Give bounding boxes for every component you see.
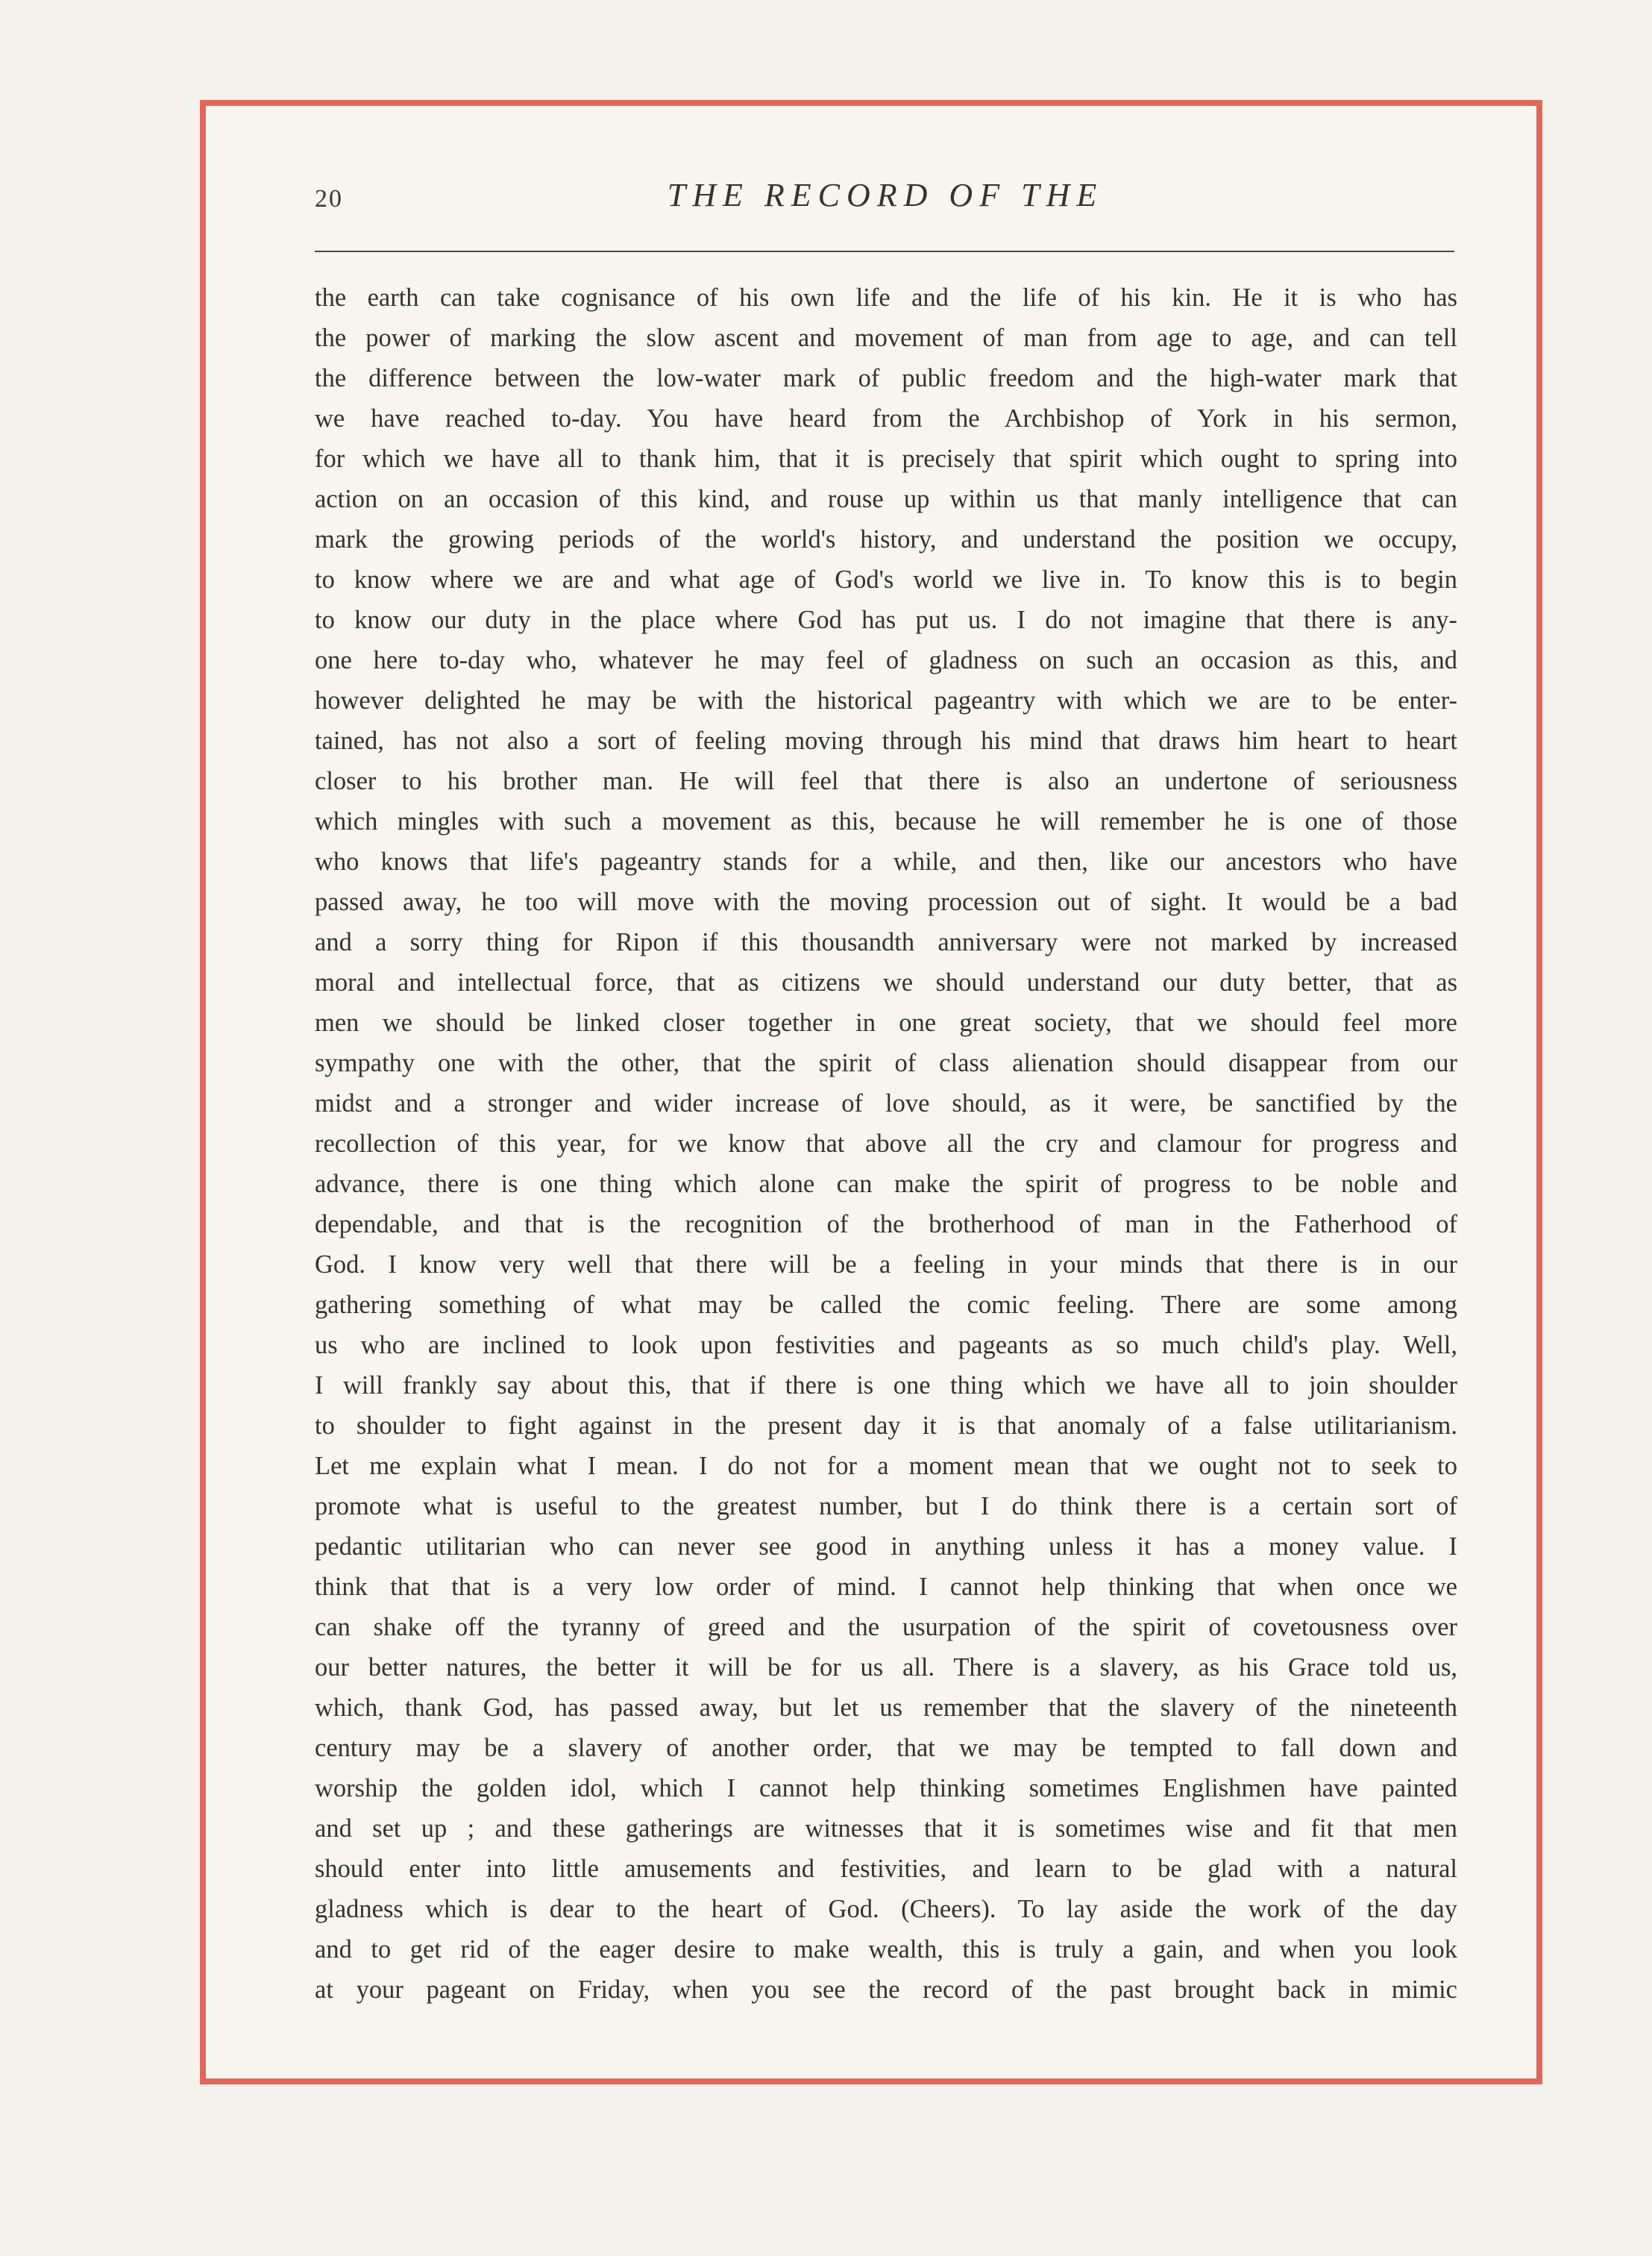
- text-line: who knows that life's pageantry stands for a while, and then, like our ancestors who have: [315, 847, 1457, 876]
- text-line: I will frankly say about this, that if there is one thing which we have all to join shoulder: [315, 1371, 1457, 1400]
- text-line: sympathy one with the other, that the spirit of class alienation should disappear from our: [315, 1049, 1457, 1077]
- text-line: action on an occasion of this kind, and rouse up within us that manly intelligence that can: [315, 485, 1457, 513]
- text-line: we have reached to-day. You have heard from the Archbishop of York in his sermon,: [315, 404, 1457, 433]
- text-line: men we should be linked closer together in one great society, that we should feel more: [315, 1009, 1457, 1037]
- text-line: worship the golden idol, which I cannot help thinking sometimes Englishmen have painted: [315, 1774, 1457, 1802]
- text-line: which, thank God, has passed away, but let us remember that the slavery of the nineteenth: [315, 1693, 1457, 1722]
- body-text: [315, 278, 1457, 2010]
- text-line: advance, there is one thing which alone can make the spirit of progress to be noble and: [315, 1170, 1457, 1198]
- text-line: should enter into little amusements and festivities, and learn to be glad with a natural: [315, 1855, 1457, 1883]
- text-line: pedantic utilitarian who can never see good in anything unless it has a money value. I: [315, 1532, 1457, 1561]
- text-line: passed away, he too will move with the moving procession out of sight. It would be a bad: [315, 888, 1457, 916]
- text-line: moral and intellectual force, that as citizens we should understand our duty better, that as: [315, 968, 1457, 997]
- text-line: recollection of this year, for we know that above all the cry and clamour for progress and: [315, 1129, 1457, 1158]
- text-line: the difference between the low-water mark of public freedom and the high-water mark that: [315, 364, 1457, 392]
- text-line: our better natures, the better it will be for us all. There is a slavery, as his Grace told us,: [315, 1653, 1457, 1682]
- text-line: tained, has not also a sort of feeling moving through his mind that draws him heart to heart: [315, 727, 1457, 755]
- text-line: at your pageant on Friday, when you see the record of the past brought back in mimic: [315, 1975, 1457, 2004]
- text-line: us who are inclined to look upon festivities and pageants as so much child's play. Well,: [315, 1331, 1457, 1359]
- text-line: to know our duty in the place where God has put us. I do not imagine that there is any-: [315, 606, 1457, 634]
- text-line: Let me explain what I mean. I do not for a moment mean that we ought not to seek to: [315, 1452, 1457, 1480]
- text-line: and to get rid of the eager desire to make wealth, this is truly a gain, and when you look: [315, 1935, 1457, 1964]
- page-header: [315, 175, 1456, 227]
- text-line: one here to-day who, whatever he may feel of gladness on such an occasion as this, and: [315, 646, 1457, 674]
- text-line: which mingles with such a movement as this, because he will remember he is one of those: [315, 807, 1457, 836]
- page-number: 20: [315, 185, 343, 213]
- text-line: for which we have all to thank him, that it is precisely that spirit which ought to spring into: [315, 445, 1457, 473]
- text-line: to know where we are and what age of God's world we live in. To know this is to begin: [315, 565, 1457, 594]
- text-line: gladness which is dear to the heart of God. (Cheers). To lay aside the work of the day: [315, 1895, 1457, 1923]
- text-line: gathering something of what may be called the comic feeling. There are some among: [315, 1291, 1457, 1319]
- text-line: God. I know very well that there will be a feeling in your minds that there is in our: [315, 1250, 1457, 1279]
- text-line: promote what is useful to the greatest number, but I do think there is a certain sort of: [315, 1492, 1457, 1520]
- text-line: dependable, and that is the recognition of the brotherhood of man in the Fatherhood of: [315, 1210, 1457, 1238]
- text-line: and a sorry thing for Ripon if this thousandth anniversary were not marked by increased: [315, 928, 1457, 956]
- text-line: midst and a stronger and wider increase of love should, as it were, be sanctified by the: [315, 1089, 1457, 1118]
- text-line: the earth can take cognisance of his own life and the life of his kin. He it is who has: [315, 283, 1457, 312]
- text-line: century may be a slavery of another order, that we may be tempted to fall down and: [315, 1734, 1457, 1762]
- text-line: mark the growing periods of the world's history, and understand the position we occupy,: [315, 525, 1457, 554]
- running-title: THE RECORD OF THE: [667, 177, 1104, 213]
- text-line: and set up ; and these gatherings are witnesses that it is sometimes wise and fit that men: [315, 1814, 1457, 1843]
- text-line: think that that is a very low order of mind. I cannot help thinking that when once we: [315, 1573, 1457, 1601]
- text-line: to shoulder to fight against in the present day it is that anomaly of a false utilitarianism.: [315, 1411, 1457, 1440]
- page-frame: [200, 100, 1542, 2084]
- text-line: the power of marking the slow ascent and movement of man from age to age, and can tell: [315, 324, 1457, 352]
- header-rule: [315, 251, 1454, 252]
- text-line: however delighted he may be with the historical pageantry with which we are to be enter-: [315, 686, 1457, 715]
- text-line: can shake off the tyranny of greed and the usurpation of the spirit of covetousness over: [315, 1613, 1457, 1641]
- text-line: closer to his brother man. He will feel that there is also an undertone of seriousness: [315, 767, 1457, 795]
